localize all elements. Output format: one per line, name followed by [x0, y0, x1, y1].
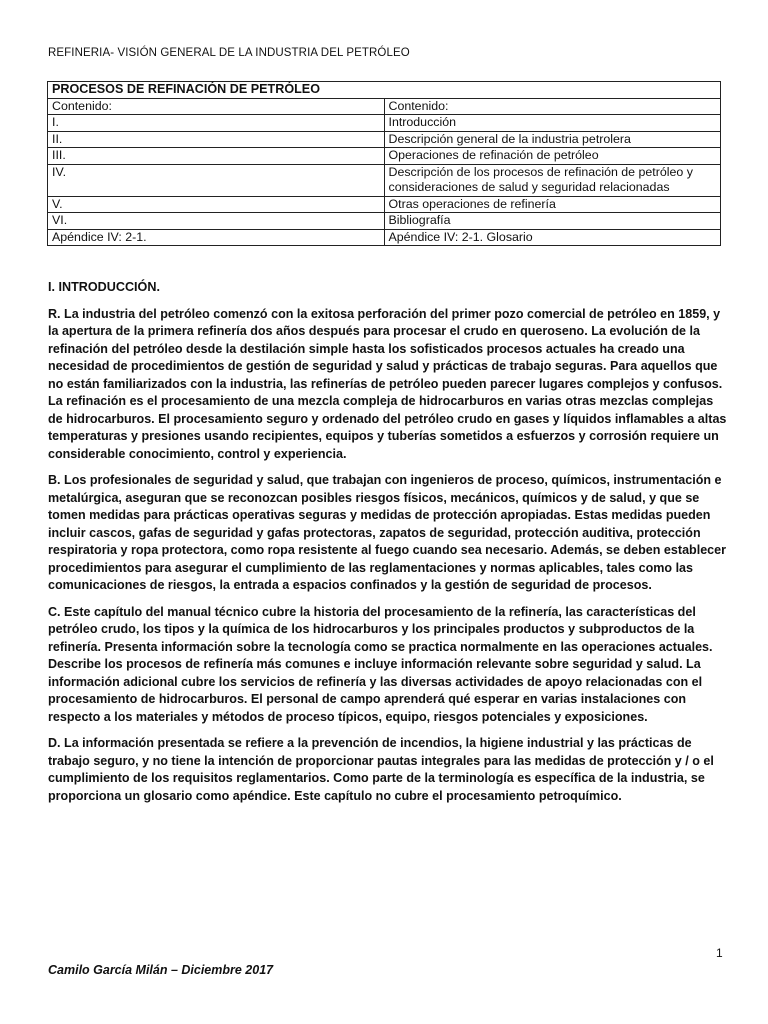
contents-table — [47, 81, 721, 246]
row-text: Otras operaciones de refinería — [384, 196, 721, 213]
table-row — [48, 164, 721, 196]
table-row — [48, 115, 721, 132]
table-row — [48, 229, 721, 246]
row-number: IV. — [48, 164, 385, 196]
page-number: 1 — [716, 946, 723, 960]
table-row — [48, 131, 721, 148]
row-text: Contenido: — [384, 98, 721, 115]
table-row — [48, 196, 721, 213]
row-text: Apéndice IV: 2-1. Glosario — [384, 229, 721, 246]
document-header: REFINERIA- VISIÓN GENERAL DE LA INDUSTRIA DEL PETRÓLEO — [48, 47, 410, 59]
row-number: V. — [48, 196, 385, 213]
section-body — [48, 279, 728, 814]
paragraph: R. La industria del petróleo comenzó con la exitosa perforación del primer pozo comercial de petróleo en 1859, y la apertura de la primera refinería dos años después para procesar el crudo en queroseno. La evolución de la refinación del petróleo desde la destilación simple hasta los sofisticados procesos actuales ha creado una necesidad de procedimientos de gestión de seguridad y salud y prácticas de trabajo seguras. Para aquellos que no están familiarizados con la industria, las refinerías de petróleo pueden parecer lugares complejos y confusos. La refinación es el procesamiento de una mezcla compleja de hidrocarburos en varias otras mezclas complejas de hidrocarburos. El procesamiento seguro y ordenado del petróleo crudo en gases y líquidos inflamables a altas temperaturas y presiones usando recipientes, equipos y tuberías sometidos a esfuerzos y corrosión requiere un considerable conocimiento, control y experiencia. — [48, 306, 727, 461]
table-title-row — [48, 82, 721, 99]
section-heading: I. INTRODUCCIÓN. — [48, 280, 160, 294]
paragraph: D. La información presentada se refiere a la prevención de incendios, la higiene industrial y las prácticas de trabajo seguro, y no tiene la intención de proporcionar pautas integrales para las medidas de protección y / o el cumplimiento de los requisitos reglamentarios. Como parte de la terminología es específica de la industria, se proporciona un glosario como apéndice. Este capítulo no cubre el procesamiento petroquímico. — [48, 736, 714, 803]
row-number: VI. — [48, 213, 385, 230]
row-text: Operaciones de refinación de petróleo — [384, 148, 721, 165]
paragraph: C. Este capítulo del manual técnico cubre la historia del procesamiento de la refinería, las características del petróleo crudo, los tipos y la química de los hidrocarburos y los principales productos y subproductos de la refinería. Presenta información sobre la tecnología como se practica normalmente en las operaciones actuales. Describe los procesos de refinería más comunes e incluye información relevante sobre seguridad y salud. La información adicional cubre los servicios de refinería y las diversas actividades de apoyo relacionadas con el procesamiento de hidrocarburos. El personal de campo aprenderá qué esperar en varias instalaciones con respecto a los materiales y métodos de proceso típicos, equipo, riesgos potenciales y exposiciones. — [48, 604, 713, 724]
row-text: Descripción general de la industria petrolera — [384, 131, 721, 148]
table-row — [48, 148, 721, 165]
table-title: PROCESOS DE REFINACIÓN DE PETRÓLEO — [48, 82, 721, 99]
row-number: III. — [48, 148, 385, 165]
row-number: I. — [48, 115, 385, 132]
row-text: Bibliografía — [384, 213, 721, 230]
row-text: Introducción — [384, 115, 721, 132]
row-number: II. — [48, 131, 385, 148]
paragraph: B. Los profesionales de seguridad y salud, que trabajan con ingenieros de proceso, químicos, instrumentación e metalúrgica, aseguran que se reconozcan posibles riesgos físicos, mecánicos, químicos y de salud, y que se tomen medidas para prácticas operativas seguras y medidas de protección apropiadas. Estas medidas pueden incluir cascos, gafas de seguridad y gafas protectoras, zapatos de seguridad, protección auditiva, protección respiratoria y ropa protectora, como ropa resistente al fuego cuando sea necesario. Además, se deben establecer procedimientos para asegurar el cumplimiento de las reglamentaciones y normas aplicables, tales como las comunicaciones de riesgos, la entrada a espacios confinados y la gestión de seguridad de procesos. — [48, 473, 727, 592]
table-row — [48, 213, 721, 230]
row-text: Descripción de los procesos de refinación de petróleo y consideraciones de salud y seguridad relacionadas — [384, 164, 721, 196]
table-row — [48, 98, 721, 115]
row-number: Contenido: — [48, 98, 385, 115]
document-footer: Camilo García Milán – Diciembre 2017 — [48, 963, 274, 977]
row-number: Apéndice IV: 2-1. — [48, 229, 385, 246]
